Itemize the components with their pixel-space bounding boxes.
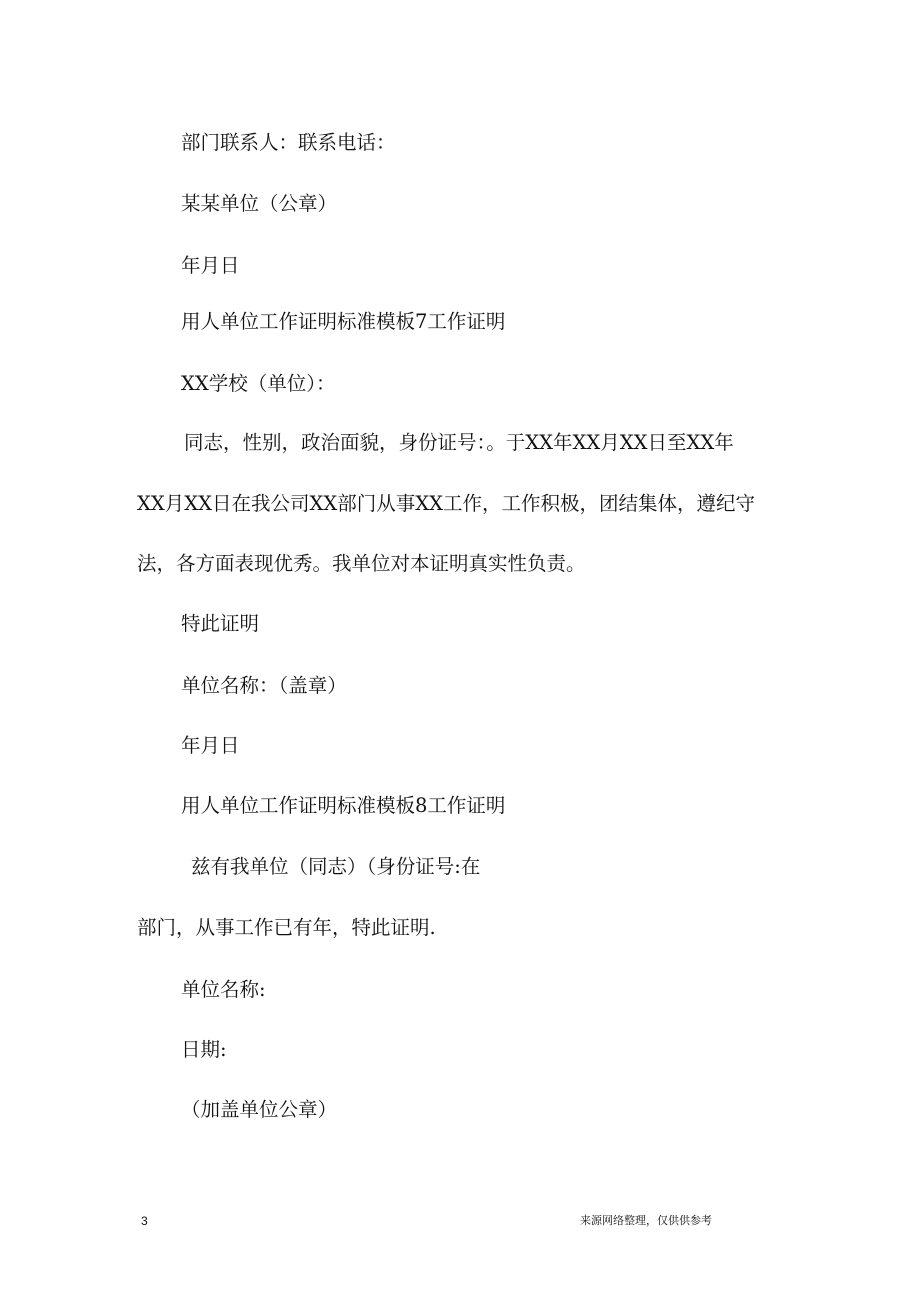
body-paragraph-line-2: XX月XX日在我公司XX部门从事XX工作，工作积极，团结集体，遵纪守 xyxy=(137,492,756,515)
date-line-2: 年月日 xyxy=(181,734,240,757)
template-7-heading: 用人单位工作证明标准模板7工作证明 xyxy=(181,310,506,333)
page-number: 3 xyxy=(141,1214,148,1228)
template-8-heading: 用人单位工作证明标准模板8工作证明 xyxy=(181,794,506,817)
contact-line: 部门联系人：联系电话： xyxy=(181,131,396,154)
template-8-body-line-2: 部门，从事工作已有年，特此证明. xyxy=(137,916,436,939)
unit-name-seal-line: 单位名称：（盖章） xyxy=(181,674,347,697)
body-paragraph-line-3: 法，各方面表现优秀。我单位对本证明真实性负责。 xyxy=(137,552,586,575)
date-label-line: 日期: xyxy=(181,1038,227,1061)
date-line: 年月日 xyxy=(181,254,240,277)
addressee-line: XX学校（单位）： xyxy=(181,372,336,395)
stamp-note-line: （加盖单位公章） xyxy=(181,1098,338,1121)
template-8-body-line-1: 兹有我单位（同志）（身份证号:在 xyxy=(191,855,481,878)
body-paragraph-line-1: 同志，性别，政治面貌，身份证号：。于XX年XX月XX日至XX年 xyxy=(184,431,734,454)
unit-seal-line: 某某单位（公章） xyxy=(181,192,338,215)
unit-name-line: 单位名称: xyxy=(181,978,266,1001)
certification-line: 特此证明 xyxy=(181,612,260,635)
footer-source-note: 来源网络整理，仅供供参考 xyxy=(580,1214,712,1227)
